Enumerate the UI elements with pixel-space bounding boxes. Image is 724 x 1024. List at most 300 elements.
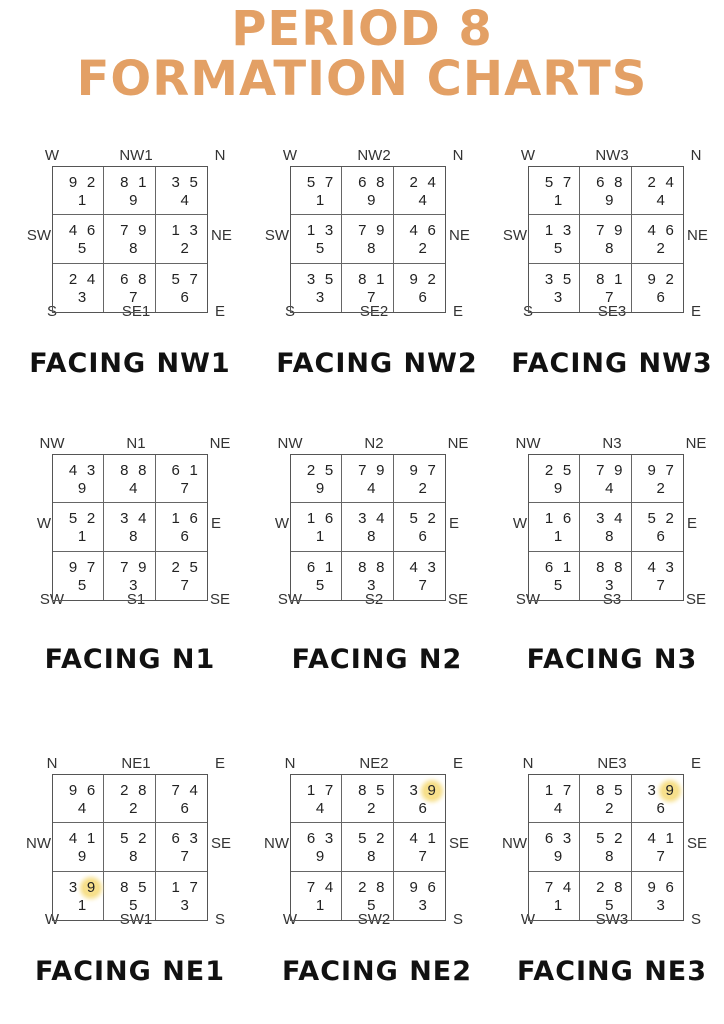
base-star: 3 [129, 576, 138, 594]
mountain-star: 8 [596, 558, 605, 576]
direction-label-ne: N [452, 147, 464, 164]
direction-label-ne: E [452, 755, 464, 772]
mountain-star: 2 [409, 174, 418, 191]
mountain-star: 7 [120, 222, 129, 240]
base-star: 2 [656, 240, 665, 258]
palace-cell [291, 775, 342, 823]
mountain-star: 8 [358, 558, 367, 576]
mountain-star: 1 [306, 510, 316, 528]
base-star: 7 [418, 848, 427, 866]
mountain-star: 8 [596, 270, 605, 288]
water-star: 8 [138, 782, 147, 799]
mountain-star: 3 [544, 270, 554, 288]
water-star: 6 [427, 878, 436, 896]
palace-cell [104, 503, 155, 551]
direction-label-left: SW [264, 227, 289, 244]
formation-chart [502, 755, 708, 928]
palace-cell [53, 455, 104, 503]
base-star: 6 [180, 528, 189, 546]
mountain-star: 4 [68, 462, 78, 479]
direction-label-right: SE [687, 835, 708, 852]
base-star: 7 [656, 848, 665, 866]
base-star: 7 [129, 288, 138, 306]
direction-label-nw: N [46, 755, 58, 772]
base-star: 5 [553, 576, 563, 594]
base-star: 3 [656, 896, 665, 914]
title-line-1: PERIOD 8 [231, 1, 493, 57]
direction-label-se: E [452, 303, 464, 320]
water-star: 2 [614, 830, 623, 848]
base-star: 4 [656, 192, 665, 209]
mountain-star: 6 [544, 558, 554, 576]
mountain-star: 6 [358, 174, 367, 191]
mountain-star: 2 [306, 462, 316, 479]
palace-cell [394, 823, 445, 871]
direction-label-ne: E [690, 755, 702, 772]
palace-cell [291, 264, 342, 312]
water-star: 3 [324, 830, 334, 848]
palace-cell [342, 823, 393, 871]
palace-cell [342, 167, 393, 215]
direction-label-nw: W [44, 147, 60, 164]
water-star: 8 [614, 174, 623, 191]
palace-cell [104, 872, 155, 920]
base-star: 4 [553, 800, 563, 817]
palace-cell [529, 455, 580, 503]
mountain-star: 2 [596, 878, 605, 896]
facing-label: FACING NE1 [34, 956, 226, 987]
water-star: 9 [614, 222, 623, 240]
palace-cell [529, 167, 580, 215]
direction-label-bottom: S1 [126, 591, 146, 608]
base-star: 7 [605, 288, 614, 306]
direction-label-left: SW [26, 227, 51, 244]
flying-star-grid [290, 774, 446, 921]
base-star: 4 [418, 192, 427, 209]
facing-label: FACING NW2 [276, 348, 478, 379]
base-star: 3 [180, 896, 189, 914]
water-star: 1 [376, 270, 385, 288]
mountain-star: 6 [171, 462, 180, 479]
base-star: 6 [180, 800, 189, 817]
direction-label-bottom: SW2 [357, 911, 391, 928]
mountain-star: 1 [544, 510, 554, 528]
mountain-star: 3 [306, 270, 316, 288]
palace-cell [580, 503, 631, 551]
mountain-star: 1 [544, 782, 554, 799]
direction-label-top: N2 [364, 435, 384, 452]
palace-cell [580, 455, 631, 503]
palace-cell [580, 215, 631, 263]
base-star: 3 [605, 576, 614, 594]
flying-star-grid [290, 454, 446, 601]
direction-label-bottom: SE1 [121, 303, 151, 320]
base-star: 4 [77, 800, 87, 817]
base-star: 5 [367, 896, 376, 914]
direction-label-bottom: S2 [364, 591, 384, 608]
base-star: 9 [129, 192, 138, 209]
mountain-star: 9 [647, 878, 656, 896]
water-star: 5 [189, 558, 198, 576]
palace-cell [156, 167, 207, 215]
palace-cell [291, 167, 342, 215]
base-star: 1 [553, 528, 563, 546]
mountain-star: 4 [647, 222, 656, 240]
direction-label-sw: S [522, 303, 534, 320]
palace-cell [632, 167, 683, 215]
palace-cell [394, 872, 445, 920]
mountain-star: 6 [306, 830, 316, 848]
base-star: 2 [367, 800, 376, 817]
palace-cell [342, 215, 393, 263]
base-star: 1 [77, 528, 87, 546]
direction-label-bottom: SE3 [597, 303, 627, 320]
base-star: 6 [656, 800, 665, 817]
mountain-star: 8 [358, 782, 367, 799]
mountain-star: 6 [171, 830, 180, 848]
water-star: 5 [614, 782, 623, 799]
palace-cell [53, 167, 104, 215]
mountain-star: 9 [409, 878, 418, 896]
water-star: 7 [324, 174, 334, 191]
water-star: 5 [562, 462, 572, 479]
direction-label-left: NW [26, 835, 51, 852]
water-star: 9 [138, 558, 147, 576]
water-star: 1 [324, 558, 334, 576]
direction-label-bottom: SW1 [119, 911, 153, 928]
palace-cell [342, 775, 393, 823]
mountain-star: 2 [120, 782, 129, 799]
mountain-star: 9 [68, 174, 78, 191]
palace-cell [156, 503, 207, 551]
water-star: 3 [427, 558, 436, 576]
mountain-star: 4 [68, 222, 78, 240]
water-star: 7 [562, 174, 572, 191]
base-star: 9 [553, 480, 563, 497]
mountain-star: 4 [647, 558, 656, 576]
direction-label-se: SE [685, 591, 707, 608]
water-star: 6 [86, 222, 96, 240]
water-star: 9 [424, 783, 440, 799]
palace-cell [104, 455, 155, 503]
water-star: 3 [189, 222, 198, 240]
water-star: 6 [427, 222, 436, 240]
water-star: 3 [324, 222, 334, 240]
mountain-star: 5 [171, 270, 180, 288]
mountain-star: 7 [358, 222, 367, 240]
base-star: 8 [367, 528, 376, 546]
direction-label-sw: S [284, 303, 296, 320]
water-star: 5 [376, 782, 385, 799]
water-star: 7 [189, 270, 198, 288]
base-star: 8 [367, 848, 376, 866]
water-star: 8 [376, 558, 385, 576]
water-star: 8 [614, 558, 623, 576]
palace-cell [394, 775, 445, 823]
water-star: 4 [86, 270, 96, 288]
water-star: 1 [138, 174, 147, 191]
mountain-star: 6 [306, 558, 316, 576]
palace-cell [104, 264, 155, 312]
direction-label-se: E [690, 303, 702, 320]
base-star: 1 [77, 896, 87, 914]
water-star: 1 [614, 270, 623, 288]
base-star: 8 [605, 240, 614, 258]
palace-cell [342, 264, 393, 312]
base-star: 1 [77, 192, 87, 209]
formation-chart [264, 755, 470, 928]
water-star: 4 [665, 174, 674, 191]
water-star: 2 [665, 510, 674, 528]
mountain-star: 6 [596, 174, 605, 191]
palace-cell [529, 215, 580, 263]
base-star: 1 [553, 896, 563, 914]
formation-chart [28, 435, 231, 608]
palace-cell [291, 455, 342, 503]
base-star: 1 [315, 896, 325, 914]
mountain-star: 7 [120, 558, 129, 576]
water-star: 2 [665, 270, 674, 288]
water-star: 9 [83, 880, 99, 896]
direction-label-sw: W [282, 911, 298, 928]
direction-label-right: NE [211, 227, 232, 244]
water-star: 6 [189, 510, 198, 528]
base-star: 2 [605, 800, 614, 817]
base-star: 5 [129, 896, 138, 914]
formation-chart [266, 435, 469, 608]
water-star: 4 [189, 782, 198, 799]
direction-label-left: NW [502, 835, 527, 852]
water-star: 9 [138, 222, 147, 240]
base-star: 3 [553, 288, 563, 306]
direction-label-nw: NW [277, 435, 303, 452]
mountain-star: 9 [68, 558, 78, 576]
base-star: 5 [77, 240, 87, 258]
base-star: 8 [129, 848, 138, 866]
base-star: 7 [180, 576, 189, 594]
facing-label: FACING N3 [526, 644, 698, 675]
base-star: 3 [77, 288, 87, 306]
water-star: 5 [324, 270, 334, 288]
base-star: 5 [77, 576, 87, 594]
base-star: 1 [315, 528, 325, 546]
palace-cell [156, 872, 207, 920]
palace-cell [580, 167, 631, 215]
mountain-star: 5 [306, 174, 316, 191]
water-star: 8 [376, 878, 385, 896]
base-star: 9 [77, 848, 87, 866]
mountain-star: 4 [409, 222, 418, 240]
direction-label-top: NW2 [357, 147, 391, 164]
mountain-star: 3 [596, 510, 605, 528]
base-star: 4 [605, 480, 614, 497]
palace-cell [529, 823, 580, 871]
mountain-star: 9 [647, 270, 656, 288]
base-star: 9 [77, 480, 87, 497]
base-star: 9 [553, 848, 563, 866]
flying-star-grid [528, 166, 684, 313]
base-star: 3 [367, 576, 376, 594]
facing-label: FACING N2 [291, 644, 463, 675]
base-star: 5 [605, 896, 614, 914]
water-star: 1 [562, 558, 572, 576]
mountain-star: 4 [409, 830, 418, 848]
mountain-star: 5 [120, 830, 129, 848]
palace-cell [580, 823, 631, 871]
water-star: 9 [376, 222, 385, 240]
water-star: 3 [562, 222, 572, 240]
direction-label-sw: SW [515, 591, 541, 608]
base-star: 7 [656, 576, 665, 594]
flying-star-grid [52, 166, 208, 313]
water-star: 3 [189, 830, 198, 848]
palace-cell [104, 215, 155, 263]
palace-cell [53, 264, 104, 312]
mountain-star: 5 [409, 510, 418, 528]
water-star: 7 [189, 878, 198, 896]
water-star: 3 [665, 558, 674, 576]
direction-label-sw: W [44, 911, 60, 928]
base-star: 8 [129, 240, 138, 258]
water-star: 9 [662, 783, 678, 799]
facing-label: FACING NE3 [516, 956, 708, 987]
water-star: 5 [324, 462, 334, 479]
mountain-star: 5 [596, 830, 605, 848]
direction-label-ne: E [214, 755, 226, 772]
mountain-star: 9 [409, 270, 418, 288]
direction-label-top: NW3 [595, 147, 629, 164]
formation-chart [502, 147, 708, 320]
water-star: 7 [86, 558, 96, 576]
palace-cell [580, 264, 631, 312]
water-star: 1 [86, 830, 96, 848]
palace-cell [632, 215, 683, 263]
direction-label-se: S [214, 911, 226, 928]
direction-label-right: E [211, 515, 222, 532]
base-star: 1 [553, 192, 563, 209]
water-star: 8 [138, 462, 147, 479]
palace-cell [104, 552, 155, 600]
water-star: 3 [86, 462, 96, 479]
direction-label-top: N3 [602, 435, 622, 452]
mountain-star: 2 [68, 270, 78, 288]
base-star: 6 [656, 528, 665, 546]
base-star: 2 [180, 240, 189, 258]
mountain-star: 1 [544, 222, 554, 240]
direction-label-top: NW1 [119, 147, 153, 164]
direction-label-se: SE [447, 591, 469, 608]
palace-cell [394, 552, 445, 600]
mountain-star: 4 [647, 830, 656, 848]
water-star: 6 [562, 510, 572, 528]
mountain-star: 8 [596, 782, 605, 799]
palace-cell [156, 215, 207, 263]
water-star: 4 [138, 510, 147, 528]
water-star: 8 [376, 174, 385, 191]
water-star: 8 [614, 878, 623, 896]
mountain-star: 1 [171, 878, 180, 896]
water-star: 7 [562, 782, 572, 799]
page-title [0, 1, 724, 107]
mountain-star: 8 [358, 270, 367, 288]
direction-label-nw: N [284, 755, 296, 772]
mountain-star: 9 [647, 462, 656, 479]
palace-cell [156, 455, 207, 503]
mountain-star: 5 [647, 510, 656, 528]
mountain-star: 7 [596, 222, 605, 240]
base-star: 7 [180, 848, 189, 866]
direction-label-top: NE2 [359, 755, 389, 772]
direction-label-left: W [512, 515, 527, 532]
water-star: 5 [562, 270, 572, 288]
water-star: 4 [427, 174, 436, 191]
direction-label-left: SW [502, 227, 527, 244]
base-star: 3 [418, 896, 427, 914]
mountain-star: 8 [120, 174, 129, 191]
mountain-star: 2 [647, 174, 656, 191]
mountain-star: 3 [120, 510, 129, 528]
direction-label-left: NW [264, 835, 289, 852]
direction-label-nw: N [522, 755, 534, 772]
base-star: 7 [180, 480, 189, 497]
title-line-2: FORMATION CHARTS [76, 51, 648, 107]
flying-star-grid [52, 454, 208, 601]
palace-cell [529, 503, 580, 551]
mountain-star: 2 [171, 558, 180, 576]
palace-cell [156, 775, 207, 823]
water-star: 4 [324, 878, 334, 896]
water-star: 8 [138, 270, 147, 288]
base-star: 6 [418, 800, 427, 817]
water-star: 5 [138, 878, 147, 896]
palace-cell [291, 503, 342, 551]
water-star: 6 [665, 878, 674, 896]
palace-cell [53, 775, 104, 823]
palace-cell [529, 264, 580, 312]
base-star: 7 [367, 288, 376, 306]
base-star: 1 [315, 192, 325, 209]
palace-cell [632, 872, 683, 920]
facing-label: FACING NW3 [511, 348, 713, 379]
water-star: 2 [427, 510, 436, 528]
palace-cell [291, 823, 342, 871]
palace-cell [632, 455, 683, 503]
palace-cell [529, 872, 580, 920]
direction-label-left: W [274, 515, 289, 532]
direction-label-sw: SW [39, 591, 65, 608]
mountain-star: 3 [358, 510, 367, 528]
facing-label: FACING N1 [44, 644, 216, 675]
mountain-star: 7 [306, 878, 316, 896]
direction-label-se: S [690, 911, 702, 928]
palace-cell [342, 872, 393, 920]
facing-label: FACING NW1 [29, 348, 231, 379]
mountain-star: 3 [647, 782, 656, 799]
palace-cell [156, 823, 207, 871]
direction-label-right: E [449, 515, 460, 532]
base-star: 4 [367, 480, 376, 497]
palace-cell [53, 872, 104, 920]
palace-cell [104, 775, 155, 823]
mountain-star: 3 [171, 174, 180, 191]
base-star: 2 [656, 480, 665, 497]
flying-star-grid [52, 774, 208, 921]
base-star: 6 [418, 528, 427, 546]
water-star: 4 [562, 878, 572, 896]
formation-chart [264, 147, 470, 320]
mountain-star: 7 [358, 462, 367, 479]
direction-label-se: SE [209, 591, 231, 608]
